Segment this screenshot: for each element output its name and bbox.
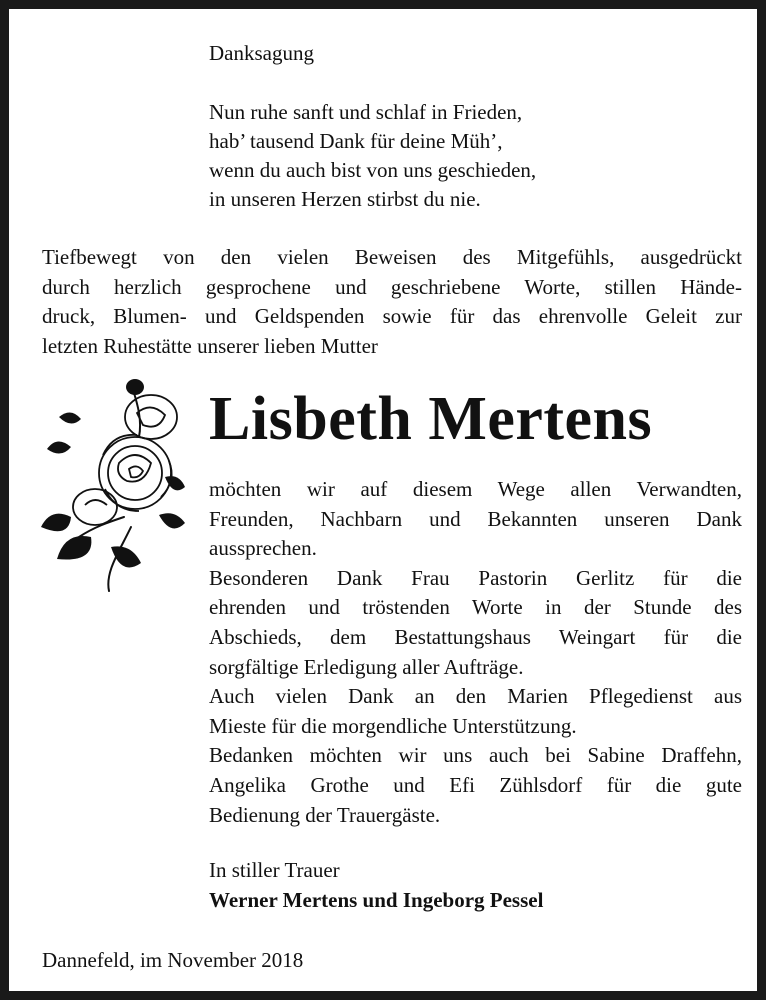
place-date: Dannefeld, im November 2018 xyxy=(42,948,304,972)
intro-paragraph xyxy=(42,243,742,361)
intro-line: letzten Ruhestätte unserer lieben Mutter xyxy=(42,333,378,358)
body-line: Besonderen Dank Frau Pastorin Gerlitz für die xyxy=(209,565,742,590)
body-line: Freunden, Nachbarn und Bekannten unseren Dank xyxy=(209,506,742,531)
body-line: Abschieds, dem Bestattungshaus Weingart für die xyxy=(209,624,742,649)
deceased-name: Lisbeth Mertens xyxy=(209,385,653,453)
body-line: aussprechen. xyxy=(209,536,317,561)
poem-line: wenn du auch bist von uns geschieden, xyxy=(209,158,537,182)
rose-icon xyxy=(39,377,191,593)
poem-line: Nun ruhe sanft und schlaf in Frieden, xyxy=(209,100,523,124)
body-line: Bedienung der Trauergäste. xyxy=(209,802,441,827)
signatories: Werner Mertens und Ingeborg Pessel xyxy=(209,888,544,912)
intro-line: durch herzlich gesprochene und geschriebene Worte, stillen Hände- xyxy=(42,274,742,299)
body-line: Angelika Grothe und Efi Zühlsdorf für die gute xyxy=(209,772,742,797)
body-line: möchten wir auf diesem Wege allen Verwandten, xyxy=(209,477,742,501)
body-line: ehrenden und tröstenden Worte in der Stunde des xyxy=(209,595,742,620)
intro-line: druck, Blumen- und Geldspenden sowie für das ehrenvolle Geleit zur xyxy=(42,304,742,329)
poem-line: in unseren Herzen stirbst du nie. xyxy=(209,187,481,211)
body-line: Mieste für die morgendliche Unterstützung. xyxy=(209,713,577,738)
mourning-phrase: In stiller Trauer xyxy=(209,858,340,882)
intro-line: Tiefbewegt von den vielen Beweisen des Mitgefühls, ausgedrückt xyxy=(42,245,742,269)
heading: Danksagung xyxy=(209,41,314,65)
body-line: sorgfältige Erledigung aller Aufträge. xyxy=(209,654,524,679)
body-line: Bedanken möchten wir uns auch bei Sabine Draffehn, xyxy=(209,743,742,768)
body-line: Auch vielen Dank an den Marien Pflegedienst aus xyxy=(209,684,742,709)
body-paragraph xyxy=(209,475,742,830)
poem-line: hab’ tausend Dank für deine Müh’, xyxy=(209,129,503,153)
